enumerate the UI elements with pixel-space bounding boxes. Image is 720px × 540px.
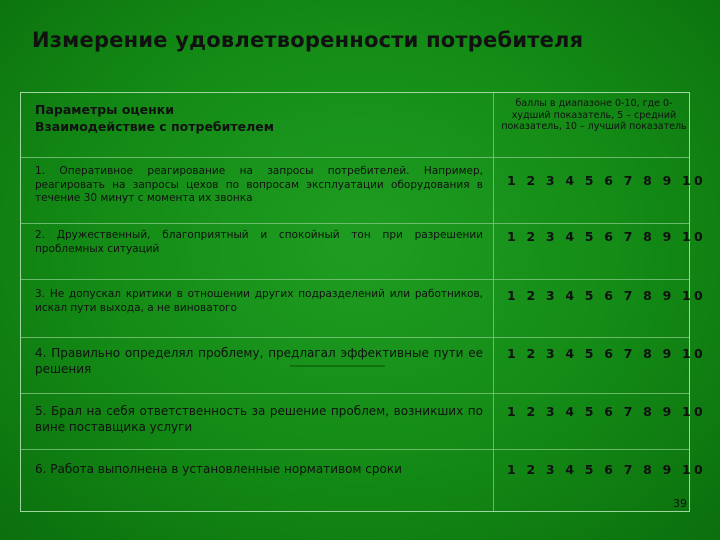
criterion-5-scale: 1 2 3 4 5 6 7 8 9 10: [507, 404, 706, 419]
criterion-4-text: 4. Правильно определял проблему, предлагал эффективные пути ее решения: [35, 346, 483, 376]
criterion-6-scale: 1 2 3 4 5 6 7 8 9 10: [507, 462, 706, 477]
slide-title: Измерение удовлетворенности потребителя: [32, 28, 584, 52]
criterion-5-text: 5. Брал на себя ответственность за решение проблем, возникших по вине поставщика услуги: [35, 404, 483, 434]
criterion-3-scale: 1 2 3 4 5 6 7 8 9 10: [507, 288, 706, 303]
row-divider: [21, 393, 689, 394]
underline-decoration: [290, 365, 385, 367]
header-parameters-title: Параметры оценки: [35, 102, 175, 117]
criteria-table: [20, 92, 706, 512]
row-divider: [21, 449, 689, 450]
row-divider: [21, 337, 689, 338]
criterion-4-scale: 1 2 3 4 5 6 7 8 9 10: [507, 346, 706, 361]
row-divider: [21, 223, 689, 224]
criterion-2-scale: 1 2 3 4 5 6 7 8 9 10: [507, 229, 706, 244]
criterion-2-text: 2. Дружественный, благоприятный и спокойный тон при разрешении проблемных ситуаций: [35, 229, 483, 255]
page-number: 39: [673, 497, 687, 510]
row-divider: [21, 157, 689, 158]
criterion-1-scale: 1 2 3 4 5 6 7 8 9 10: [507, 173, 706, 188]
criterion-6-text: 6. Работа выполнена в установленные нормативом сроки: [35, 462, 402, 476]
header-parameters: [35, 101, 274, 135]
criterion-1-text: 1. Оперативное реагирование на запросы потребителей. Например, реагировать на запросы цехов по вопросам эксплуатации оборудования в течение 30 минут с момента их звонка: [35, 165, 483, 204]
header-parameters-subtitle: Взаимодействие с потребителем: [35, 119, 274, 134]
row-divider: [21, 279, 689, 280]
header-scale-description: баллы в диапазоне 0-10, где 0-худший показатель, 5 – средний показатель, 10 – лучший показатель: [501, 98, 687, 132]
criterion-3-text: 3. Не допускал критики в отношении других подразделений или работников, искал пути выхода, а не виноватого: [35, 288, 483, 314]
